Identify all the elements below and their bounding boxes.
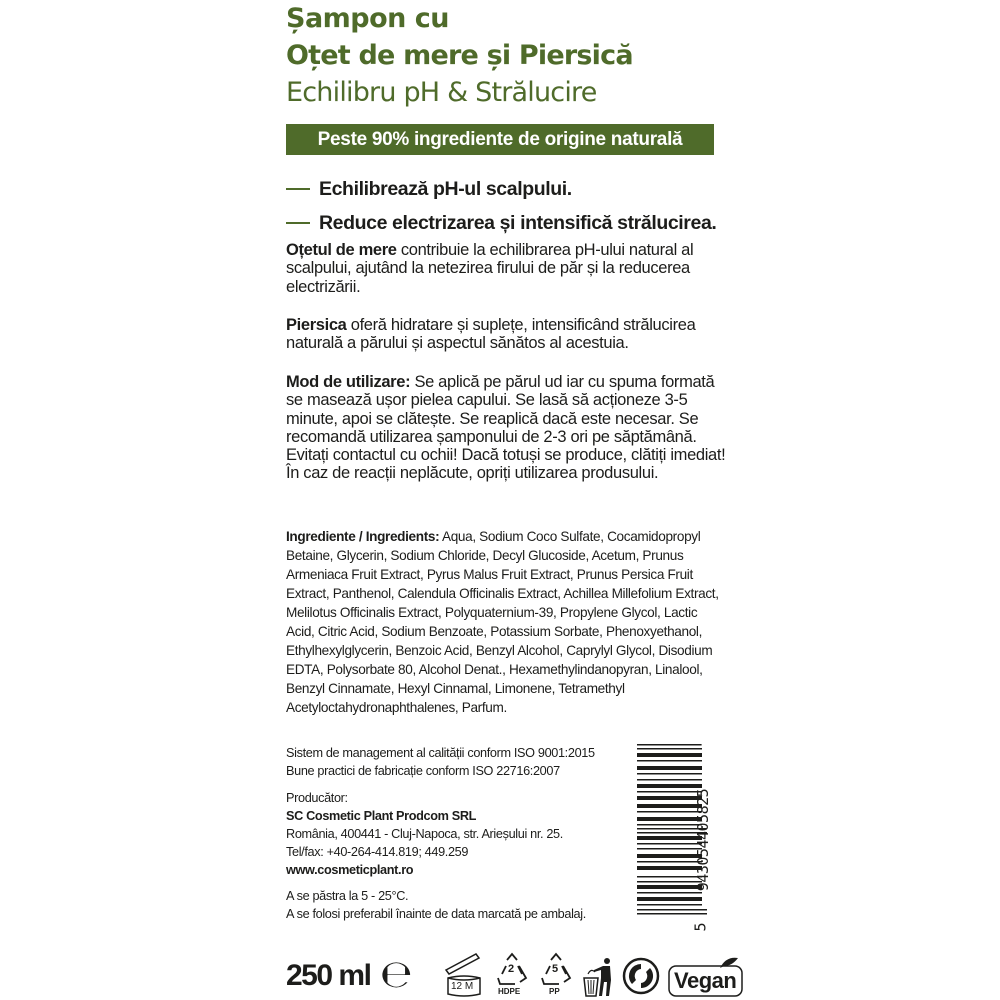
ingredients-heading: Ingrediente / Ingredients: (286, 529, 440, 544)
vegan-label: Vegan (674, 968, 737, 993)
product-title-line1: Șampon cu (286, 3, 450, 34)
recycle-number: 5 (552, 963, 559, 975)
vinegar-description (286, 241, 726, 296)
benefit-text: Echilibrează pH-ul scalpului. (319, 177, 572, 200)
benefit-item (286, 172, 726, 206)
barcode-first-digit-text: 5 (691, 922, 710, 932)
storage-temperature: A se păstra la 5 - 25°C. (286, 889, 409, 903)
banner-text: Peste 90% ingrediente de origine naturală (317, 129, 683, 150)
vegan-badge (668, 954, 744, 998)
manufacturer-phone: Tel/fax: +40-264-414.819; 449.259 (286, 845, 469, 859)
recycle-material: HDPE (498, 987, 521, 996)
benefit-text: Reduce electrizarea și intensifică strălucirea. (319, 211, 717, 234)
manufacturer-label: Producător: (286, 791, 348, 805)
recycle-number: 2 (508, 963, 515, 975)
vinegar-heading: Oțetul de mere (286, 241, 397, 259)
usage-instructions (286, 373, 726, 483)
pao-label: 12 M (451, 981, 474, 992)
peach-text: oferă hidratare și suplețe, intensificând strălucirea naturală a părului și aspectul sănătos al acestuia. (286, 316, 696, 353)
certification-iso22716: Bune practici de fabricație conform ISO 22716:2007 (286, 764, 560, 778)
barcode-number: 943054405825 (694, 788, 712, 892)
green-dot-icon (622, 957, 660, 995)
recycle-material: PP (549, 987, 560, 996)
ingredients-list (286, 527, 721, 717)
volume: 250 ml (286, 959, 371, 992)
recycle-hdpe-icon (494, 952, 530, 998)
product-title-line2: Oțet de mere și Piersică (286, 40, 633, 71)
pao-jar-icon (442, 952, 486, 998)
recycle-pp-icon (538, 952, 574, 998)
manufacturer-name: SC Cosmetic Plant Prodcom SRL (286, 809, 477, 823)
manufacturer-address: România, 400441 - Cluj-Napoca, str. Arieșului nr. 25. (286, 827, 563, 841)
dash-icon (286, 222, 310, 224)
estimated-sign-icon: ℮ (380, 952, 413, 996)
peach-description (286, 316, 726, 353)
best-before-note: A se folosi preferabil înainte de data marcată pe ambalaj. (286, 907, 586, 921)
packaging-icons (442, 948, 744, 998)
product-subtitle: Echilibru pH & Strălucire (286, 77, 597, 108)
natural-ingredients-banner (286, 124, 714, 155)
vinegar-text: contribuie la echilibrarea pH-ului natural al scalpului, ajutând la netezirea firului de păr și la reducerea electrizării. (286, 241, 694, 296)
benefits-list (286, 172, 726, 240)
ingredients-text: Aqua, Sodium Coco Sulfate, Cocamidopropyl Betaine, Glycerin, Sodium Chloride, Decyl Glucoside, Acetum, Prunus Armeniaca Fruit Extract, Pyrus Malus Fruit Extract, Prunus Persica Fruit Extract, Panthenol, Calendula Officinalis Extract, Achillea Millefolium Extract, Melilotus Officinalis Extract, Polyquaternium-39, Propylene Glycol, Lactic Acid, Citric Acid, Sodium Benzoate, Potassium Sorbate, Phenoxyethanol, Ethylhexylglycerin, Benzoic Acid, Benzyl Alcohol, Caprylyl Glycol, Disodium EDTA, Polysorbate 80, Alcohol Denat., Hexamethylindanopyran, Linalool, Benzyl Cinnamate, Hexyl Cinnamal, Limonene, Tetramethyl Acetyloctahydronaphthalenes, Parfum. (286, 529, 719, 715)
peach-heading: Piersica (286, 316, 347, 334)
dispose-in-bin-icon (582, 956, 614, 998)
usage-text: Se aplică pe părul ud iar cu spuma formată se masează ușor pielea capului. Se lasă să acționeze 3-5 minute, apoi se clătește. Se reaplică dacă este necesar. Se recomandă utilizarea șamponului de 2-3 ori pe săptămână. Evitați contactul cu ochii! Dacă totuși se produce, clătiți imediat! În caz de reacții neplăcute, opriți utilizarea produsului. (286, 373, 726, 483)
manufacturer-website[interactable]: www.cosmeticplant.ro (286, 863, 414, 877)
benefit-item (286, 206, 726, 240)
usage-heading: Mod de utilizare: (286, 373, 411, 391)
barcode-first-digit (692, 922, 710, 931)
dash-icon (286, 188, 310, 190)
certification-iso9001: Sistem de management al calității conform ISO 9001:2015 (286, 746, 595, 760)
